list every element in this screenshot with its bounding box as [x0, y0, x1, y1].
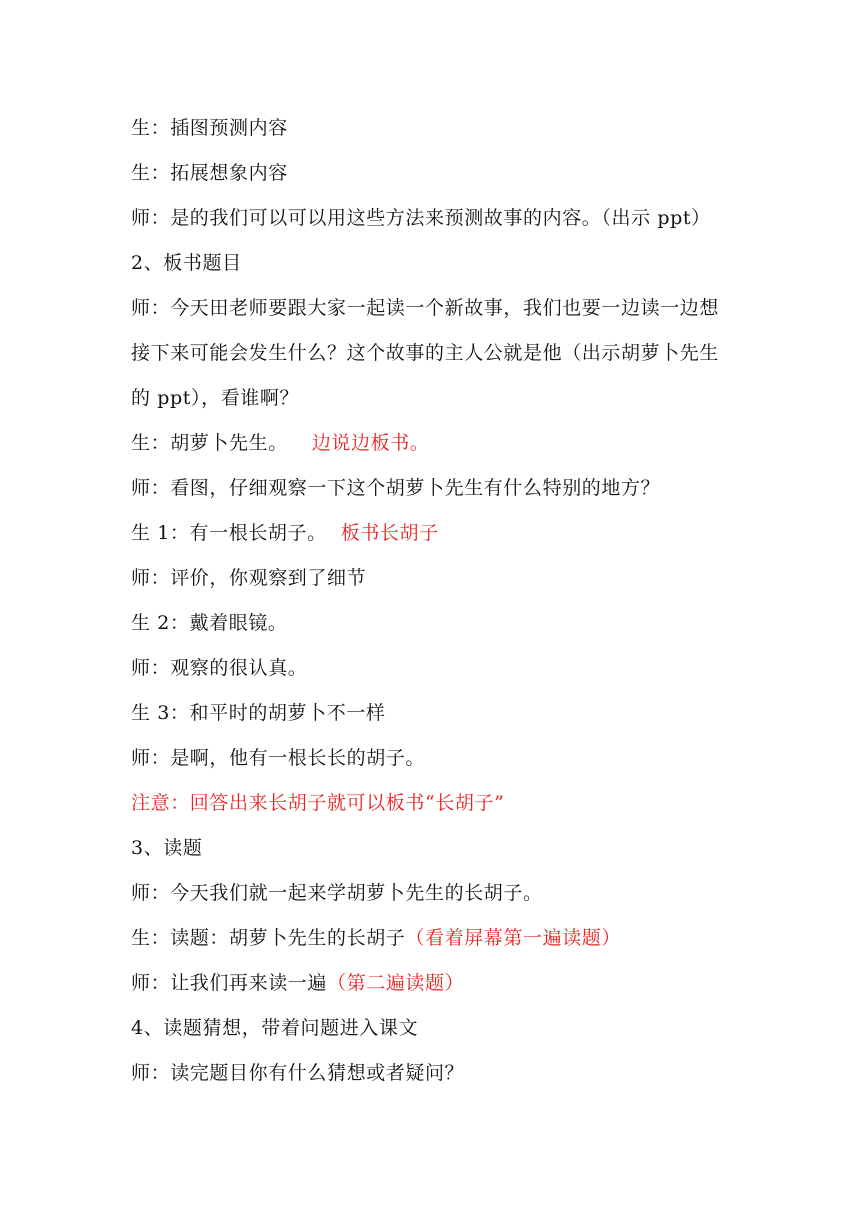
line-text: 师：今天田老师要跟大家一起读一个新故事，我们也要一边读一边想: [131, 297, 720, 319]
line-text: 4、读题猜想，带着问题进入课文: [131, 1017, 419, 1039]
line-19: [131, 926, 621, 950]
line-text: 生：读题：胡萝卜先生的长胡子: [131, 927, 406, 949]
line-13: [131, 656, 307, 680]
line-6: [131, 341, 719, 365]
line-text: 生：拓展想象内容: [131, 162, 288, 184]
line-text: 生 2：戴着眼镜。: [131, 612, 288, 634]
red-note: （看着屏幕第一遍读题）: [405, 927, 622, 949]
line-text: 2、板书题目: [131, 252, 242, 274]
red-note: 边说边板书。: [311, 432, 430, 454]
line-text: 师：是啊，他有一根长长的胡子。: [131, 747, 426, 769]
line-22: [131, 1061, 464, 1085]
line-text: 师：让我们再来读一遍: [131, 972, 328, 994]
line-text: 接下来可能会发生什么？这个故事的主人公就是他（出示胡萝卜先生: [131, 342, 720, 364]
line-text: 师：看图，仔细观察一下这个胡萝卜先生有什么特别的地方？: [131, 477, 661, 499]
line-21: [131, 1016, 418, 1040]
line-16: [131, 791, 504, 815]
line-text: 师：读完题目你有什么猜想或者疑问？: [131, 1062, 465, 1084]
line-text: 的 ppt），看谁啊？: [131, 387, 300, 409]
red-note: （第二遍读题）: [327, 972, 465, 994]
line-18: [131, 881, 543, 905]
line-text: 师：是的我们可以可以用这些方法来预测故事的内容。（出示 ppt）: [131, 207, 711, 229]
red-note: 注意：回答出来长胡子就可以板书“长胡子”: [131, 792, 505, 814]
line-text: 生：插图预测内容: [131, 117, 288, 139]
line-text: 生：胡萝卜先生。: [131, 432, 288, 454]
line-3: [131, 206, 711, 230]
line-8: [131, 431, 429, 455]
line-text: 师：观察的很认真。: [131, 657, 308, 679]
line-9: [131, 476, 660, 500]
line-4: [131, 251, 242, 275]
line-7: [131, 386, 299, 410]
line-text: 3、读题: [131, 837, 203, 859]
line-2: [131, 161, 288, 185]
line-20: [131, 971, 464, 995]
line-17: [131, 836, 203, 860]
line-12: [131, 611, 288, 635]
line-15: [131, 746, 425, 770]
red-note: 板书长胡子: [340, 522, 439, 544]
line-text: 生 3：和平时的胡萝卜不一样: [131, 702, 386, 724]
line-text: 生 1：有一根长胡子。: [131, 522, 327, 544]
line-text: 师：今天我们就一起来学胡萝卜先生的长胡子。: [131, 882, 543, 904]
line-text: 师：评价，你观察到了细节: [131, 567, 367, 589]
line-10: [131, 521, 439, 545]
line-1: [131, 116, 288, 140]
line-14: [131, 701, 386, 725]
line-5: [131, 296, 719, 320]
line-11: [131, 566, 366, 590]
